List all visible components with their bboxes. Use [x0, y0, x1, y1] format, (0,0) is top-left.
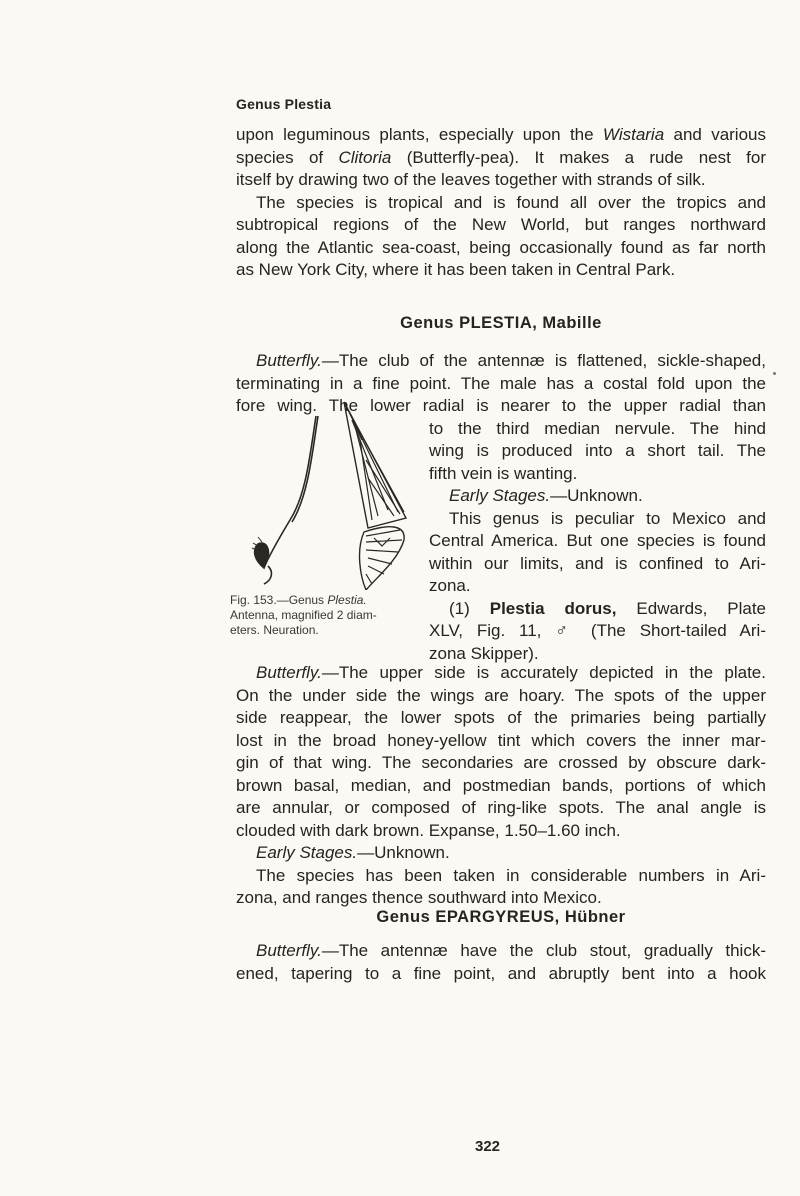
running-head: Genus Plestia	[236, 96, 332, 112]
paragraph-distribution: The species is tropical and is found all over the tropics and subtropical regions of the New World, but ranges northward along the Atlantic sea-coast, being occasionally found as far north as New York City, where it has been taken in Central Park.	[236, 192, 766, 279]
early-stages-label: Early Stages.	[449, 486, 551, 505]
species-entry-line: (1) Plestia dorus, Edwards, Plate	[449, 598, 767, 618]
fore-wing-neuration	[344, 402, 406, 528]
genus-plestia-heading: Genus PLESTIA, Mabille	[400, 314, 602, 332]
species-name: Plestia dorus,	[489, 598, 617, 618]
paragraph-host-plants: upon leguminous plants, especially upon the Wistaria and various species of Clitoria (Butterfly-pea). It makes a rude nest for itself by drawing two of the leaves together with strands of silk.	[236, 125, 766, 189]
antenna-drawing	[252, 416, 318, 584]
figure-caption: Fig. 153.—Genus Plestia. Antenna, magnified 2 diam- eters. Neuration.	[230, 593, 377, 637]
antenna-neuration-figure	[248, 400, 428, 590]
genus-epargyreus-heading: Genus EPARGYREUS, Hübner	[376, 908, 626, 926]
page-number: 322	[475, 1138, 501, 1155]
early-stages-label-2: Early Stages.	[256, 843, 358, 862]
hind-wing-neuration	[360, 527, 405, 590]
paper-speck	[773, 372, 776, 375]
paragraph-dorus-description: Butterfly.—The upper side is accurately depicted in the plate. On the under side the wings are hoary. The spots of the upper side reappear, the lower spots of the primaries being partially lost in the broad honey-yellow tint which covers the inner mar- gin of that wing. The secondaries are crossed by obscure dark- brown basal, median, and postmedian bands, portions of which are annular, or composed of ring-like spots. The anal angle is clouded with dark brown. Expanse, 1.50–1.60 inch. Early Stages.—Unknown. The species has been taken in considerable numbers in Ari- zona, and ranges thence southward into Mexico.	[236, 663, 766, 907]
paragraph-plestia-wrap: to the third median nervule. The hind wing is produced into a short tail. The fifth vein is wanting. Early Stages.—Unknown. This genus is peculiar to Mexico and Central America. But one species is found within our limits, and is confined to Ari- zona. (1) Plestia dorus, Edwards, Plate XLV, Fig. 11, ♂ (The Short-tailed Ari- zona Skipper).	[429, 418, 767, 663]
paragraph-plestia-butterfly: Butterfly.—The club of the antennæ is flattened, sickle-shaped, terminating in a fine point. The male has a costal fold upon the fore wing. The lower radial is nearer to the upper radial than	[236, 351, 766, 415]
paragraph-epargyreus-butterfly: Butterfly.—The antennæ have the club stout, gradually thick- ened, tapering to a fine point, and abruptly bent into a hook	[236, 941, 766, 983]
